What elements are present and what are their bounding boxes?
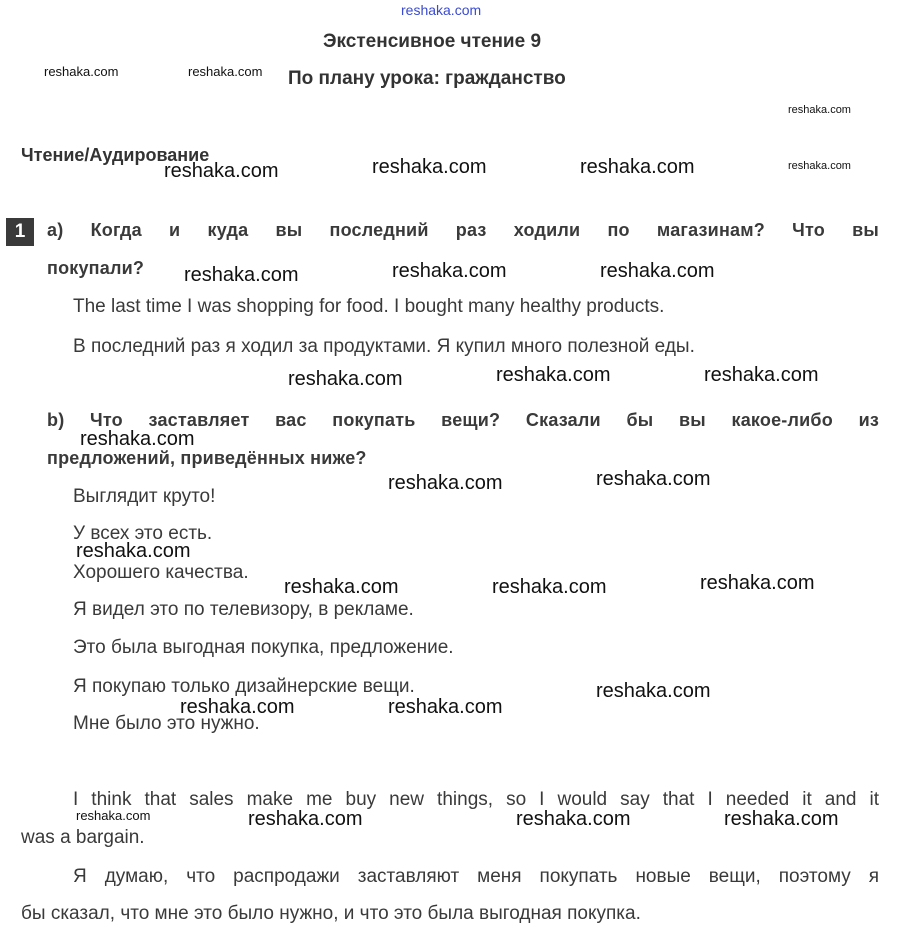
option-item: Я покупаю только дизайнерские вещи.	[73, 676, 415, 697]
watermark: reshaka.com	[164, 160, 279, 182]
watermark: reshaka.com	[516, 808, 631, 830]
watermark: reshaka.com	[248, 808, 363, 830]
answer-b-russian-line2: бы сказал, что мне это было нужно, и что это была выгодная покупка.	[21, 903, 641, 924]
watermark: reshaka.com	[788, 104, 851, 116]
watermark: reshaka.com	[496, 364, 611, 386]
watermark: reshaka.com	[392, 260, 507, 282]
watermark: reshaka.com	[288, 368, 403, 390]
watermark: reshaka.com	[724, 808, 839, 830]
watermark: reshaka.com	[76, 540, 191, 562]
watermark: reshaka.com	[76, 808, 151, 823]
page-title: Экстенсивное чтение 9	[323, 31, 542, 52]
option-item: Я видел это по телевизору, в рекламе.	[73, 599, 414, 620]
watermark: reshaka.com	[388, 472, 503, 494]
watermark: reshaka.com	[596, 680, 711, 702]
option-item: Мне было это нужно.	[73, 713, 260, 734]
watermark: reshaka.com	[180, 696, 295, 718]
answer-b-english-line2: was a bargain.	[21, 827, 145, 848]
watermark: reshaka.com	[372, 156, 487, 178]
option-item: У всех это есть.	[73, 523, 213, 544]
watermark: reshaka.com	[284, 576, 399, 598]
answer-a-russian: В последний раз я ходил за продуктами. Я купил много полезной еды.	[73, 336, 695, 357]
watermark: reshaka.com	[388, 696, 503, 718]
watermark: reshaka.com	[596, 468, 711, 490]
watermark: reshaka.com	[188, 64, 263, 79]
answer-a-english: The last time I was shopping for food. I bought many healthy products.	[73, 296, 665, 317]
watermark: reshaka.com	[580, 156, 695, 178]
page-subtitle: По плану урока: гражданство	[288, 68, 566, 89]
answer-b-russian-line1: Я думаю, что распродажи заставляют меня покупать новые вещи, поэтому я	[73, 866, 879, 887]
question-a-line1: a) Когда и куда вы последний раз ходили по магазинам? Что вы	[47, 220, 879, 240]
option-item: Хорошего качества.	[73, 562, 249, 583]
answer-b-english-line1: I think that sales make me buy new things, so I would say that I needed it and it	[73, 789, 879, 810]
watermark: reshaka.com	[788, 160, 851, 172]
option-item: Это была выгодная покупка, предложение.	[73, 637, 454, 658]
watermark: reshaka.com	[184, 264, 299, 286]
question-a-line2: покупали?	[47, 258, 145, 278]
watermark: reshaka.com	[44, 64, 119, 79]
question-b-line1: b) Что заставляет вас покупать вещи? Сказали бы вы какое-либо из	[47, 410, 879, 430]
option-item: Выглядит круто!	[73, 486, 216, 507]
watermark-top: reshaka.com	[401, 2, 482, 18]
watermark: reshaka.com	[600, 260, 715, 282]
section-heading: Чтение/Аудирование	[21, 145, 210, 165]
question-b-line2: предложений, приведённых ниже?	[47, 448, 367, 468]
watermark: reshaka.com	[704, 364, 819, 386]
watermark: reshaka.com	[80, 428, 195, 450]
exercise-number-badge: 1	[6, 218, 34, 246]
watermark: reshaka.com	[700, 572, 815, 594]
watermark: reshaka.com	[492, 576, 607, 598]
